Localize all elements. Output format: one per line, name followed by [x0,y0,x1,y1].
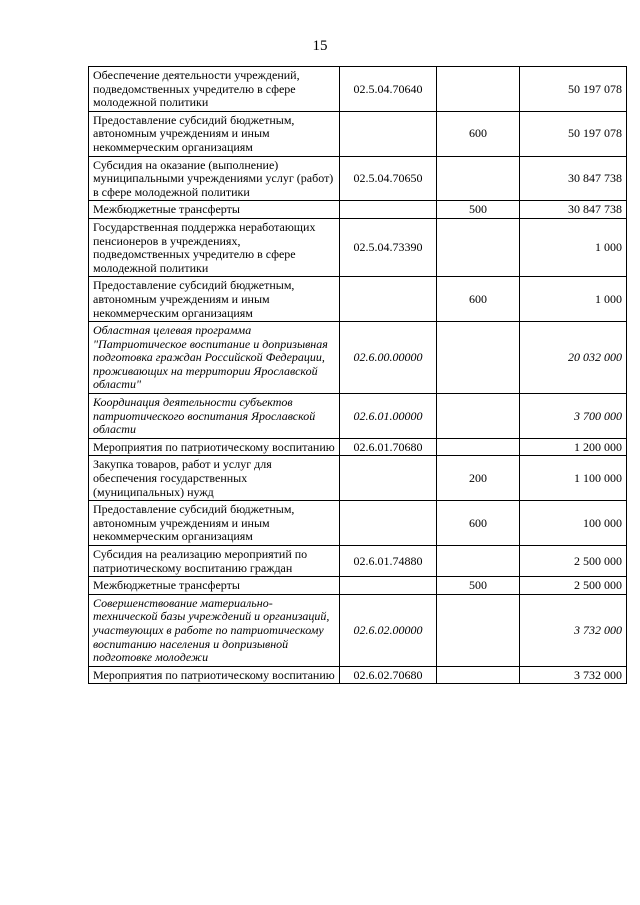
row-type-cell [437,67,520,112]
row-type-cell: 200 [437,456,520,501]
row-amount-cell: 50 197 078 [520,67,627,112]
row-amount-cell: 30 847 738 [520,201,627,219]
row-name-cell: Предоставление субсидий бюджетным, автономным учреждениям и иным некоммерческим организациям [89,501,340,546]
row-name-cell: Субсидия на реализацию мероприятий по патриотическому воспитанию граждан [89,546,340,577]
row-amount-cell: 3 700 000 [520,394,627,439]
row-code-cell [340,577,437,595]
budget-table-body [89,67,627,684]
row-type-cell [437,438,520,456]
row-type-cell: 600 [437,277,520,322]
table-row [89,322,627,394]
table-row [89,277,627,322]
row-amount-cell: 2 500 000 [520,577,627,595]
row-name-cell: Закупка товаров, работ и услуг для обеспечения государственных (муниципальных) нужд [89,456,340,501]
row-name-cell: Координация деятельности субъектов патриотического воспитания Ярославской области [89,394,340,439]
page-number: 15 [312,38,328,54]
row-type-cell [437,218,520,276]
row-type-cell: 500 [437,577,520,595]
row-amount-cell: 1 000 [520,218,627,276]
row-type-cell [437,394,520,439]
row-code-cell [340,111,437,156]
row-name-cell: Областная целевая программа "Патриотическое воспитание и допризывная подготовка граждан Российской Федерации, проживающих на территории Ярославской области" [89,322,340,394]
row-code-cell: 02.5.04.73390 [340,218,437,276]
table-row [89,577,627,595]
row-code-cell: 02.6.00.00000 [340,322,437,394]
row-code-cell: 02.6.01.74880 [340,546,437,577]
row-code-cell: 02.5.04.70640 [340,67,437,112]
table-row [89,156,627,201]
row-amount-cell: 20 032 000 [520,322,627,394]
row-type-cell [437,594,520,666]
row-amount-cell: 1 200 000 [520,438,627,456]
row-name-cell: Государственная поддержка неработающих пенсионеров в учреждениях, подведомственных учредителю в сфере молодежной политики [89,218,340,276]
row-name-cell: Мероприятия по патриотическому воспитанию [89,438,340,456]
row-amount-cell: 3 732 000 [520,666,627,684]
row-code-cell: 02.5.04.70650 [340,156,437,201]
row-type-cell [437,322,520,394]
row-type-cell: 600 [437,111,520,156]
row-code-cell: 02.6.02.70680 [340,666,437,684]
row-code-cell [340,456,437,501]
row-code-cell: 02.6.02.00000 [340,594,437,666]
row-type-cell [437,156,520,201]
row-name-cell: Обеспечение деятельности учреждений, подведомственных учредителю в сфере молодежной политики [89,67,340,112]
table-row [89,594,627,666]
row-amount-cell: 1 000 [520,277,627,322]
table-row [89,666,627,684]
row-code-cell [340,277,437,322]
row-name-cell: Субсидия на оказание (выполнение) муниципальными учреждениями услуг (работ) в сфере молодежной политики [89,156,340,201]
row-amount-cell: 2 500 000 [520,546,627,577]
budget-table [88,66,627,684]
row-name-cell: Предоставление субсидий бюджетным, автономным учреждениям и иным некоммерческим организациям [89,111,340,156]
row-amount-cell: 30 847 738 [520,156,627,201]
row-name-cell: Предоставление субсидий бюджетным, автономным учреждениям и иным некоммерческим организациям [89,277,340,322]
row-amount-cell: 1 100 000 [520,456,627,501]
row-amount-cell: 3 732 000 [520,594,627,666]
table-row [89,67,627,112]
row-amount-cell: 100 000 [520,501,627,546]
table-row [89,201,627,219]
table-row [89,501,627,546]
row-name-cell: Межбюджетные трансферты [89,201,340,219]
row-amount-cell: 50 197 078 [520,111,627,156]
row-name-cell: Мероприятия по патриотическому воспитанию [89,666,340,684]
table-row [89,394,627,439]
row-type-cell: 600 [437,501,520,546]
row-name-cell: Межбюджетные трансферты [89,577,340,595]
row-name-cell: Совершенствование материально-технической базы учреждений и организаций, участвующих в работе по патриотическому воспитанию населения и допризывной подготовке молодежи [89,594,340,666]
row-code-cell: 02.6.01.00000 [340,394,437,439]
row-code-cell: 02.6.01.70680 [340,438,437,456]
table-row [89,438,627,456]
row-code-cell [340,201,437,219]
row-type-cell: 500 [437,201,520,219]
row-type-cell [437,666,520,684]
table-row [89,111,627,156]
table-row [89,218,627,276]
row-code-cell [340,501,437,546]
table-row [89,456,627,501]
row-type-cell [437,546,520,577]
table-row [89,546,627,577]
